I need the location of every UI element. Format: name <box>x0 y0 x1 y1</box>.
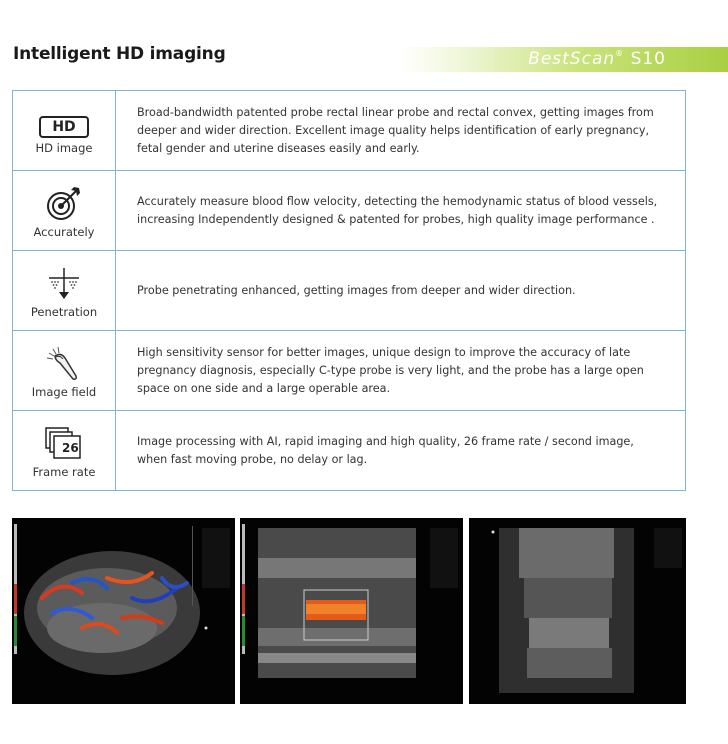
page-title: Intelligent HD imaging <box>13 44 226 64</box>
target-icon <box>14 186 114 222</box>
feature-row <box>13 171 686 251</box>
feature-description: High sensitivity sensor for better images, unique design to improve the accuracy of late pregnancy diagnosis, especially C-type probe is very light, and the probe has a large open space on one side and a large operable area. <box>116 331 686 411</box>
ultrasound-image <box>469 518 686 704</box>
feature-label: Penetration <box>30 305 98 319</box>
feature-icon-cell <box>13 411 116 491</box>
brand-banner <box>400 47 728 72</box>
brand-logo <box>528 49 666 69</box>
feature-row <box>13 411 686 491</box>
ultrasound-gallery <box>12 518 686 704</box>
hd-icon: HD <box>39 116 89 138</box>
feature-row <box>13 331 686 411</box>
feature-icon-cell <box>13 331 116 411</box>
feature-label: Image field <box>31 385 97 399</box>
feature-description: Image processing with AI, rapid imaging and high quality, 26 frame rate / second image, when fast moving probe, no delay or lag. <box>116 411 686 491</box>
feature-description: Broad-bandwidth patented probe rectal linear probe and rectal convex, getting images from deeper and wider direction. Excellent image quality helps identification of early pregnancy, fetal gender and uterine diseases easily and early. <box>116 91 686 171</box>
feature-label: Frame rate <box>32 465 96 479</box>
feature-row <box>13 91 686 171</box>
feature-label: HD image <box>35 141 93 155</box>
feature-table <box>12 90 686 491</box>
ultrasound-image <box>12 518 235 704</box>
feature-description: Probe penetrating enhanced, getting images from deeper and wider direction. <box>116 251 686 331</box>
feature-row <box>13 251 686 331</box>
feature-description: Accurately measure blood flow velocity, detecting the hemodynamic status of blood vessels, increasing Independently designed & patented for probes, high quality image performance . <box>116 171 686 251</box>
registered-mark: ® <box>615 49 625 58</box>
feature-icon-cell <box>13 171 116 251</box>
frame-rate-number: 26 <box>62 441 79 455</box>
probe-icon <box>14 346 114 382</box>
feature-icon-cell <box>13 91 116 171</box>
ultrasound-image <box>240 518 463 704</box>
brand-model: S10 <box>630 49 666 69</box>
frame-rate-icon <box>44 426 84 462</box>
feature-label: Accurately <box>33 225 95 239</box>
feature-icon-cell <box>13 251 116 331</box>
brand-name: BestScan <box>528 49 616 69</box>
penetration-icon <box>14 266 114 302</box>
